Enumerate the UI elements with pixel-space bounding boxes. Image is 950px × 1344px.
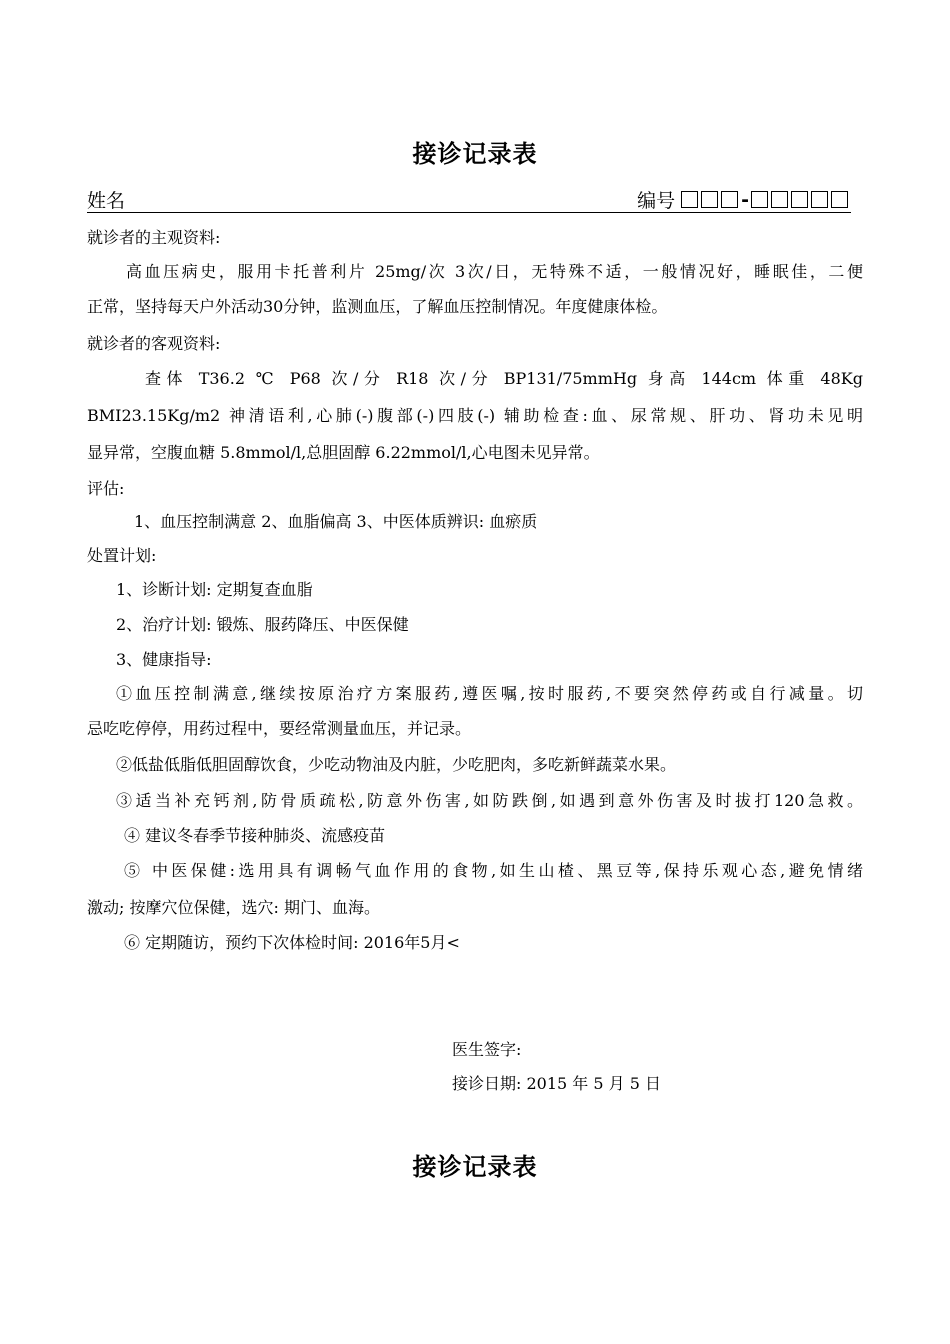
id-box xyxy=(771,191,788,208)
guidance-item: ⑤ 中医保健:选用具有调畅气血作用的食物,如生山楂、黑豆等,保持乐观心态,避免情绪 xyxy=(124,861,863,880)
id-box xyxy=(831,191,848,208)
plan-heading: 处置计划: xyxy=(87,546,157,565)
guidance-item: 忌吃吃停停，用药过程中，要经常测量血压，并记录。 xyxy=(87,719,472,738)
header-row xyxy=(87,186,851,213)
id-box xyxy=(701,191,718,208)
guidance-item: ②低盐低脂低胆固醇饮食，少吃动物油及内脏，少吃肥肉，多吃新鲜蔬菜水果。 xyxy=(116,755,677,774)
objective-line: 查体 T36.2 ℃ P68 次/分 R18 次/分 BP131/75mmHg 身高 144cm 体重 48Kg xyxy=(145,369,863,388)
objective-line: BMI23.15Kg/m2 神清语利,心肺(-)腹部(-)四肢(-) 辅助检查:血、尿常规、肝功、肾功未见明 xyxy=(87,406,863,425)
id-label: 编号 xyxy=(637,190,676,212)
visit-date: 接诊日期: 2015 年 5 月 5 日 xyxy=(452,1074,661,1093)
id-dash: - xyxy=(741,188,749,211)
plan-treatment: 2、治疗计划: 锻炼、服药降压、中医保健 xyxy=(116,615,409,634)
assessment-heading: 评估: xyxy=(87,479,125,498)
plan-diagnosis: 1、诊断计划: 定期复查血脂 xyxy=(116,580,313,599)
page-title: 接诊记录表 xyxy=(412,140,538,168)
assessment-line: 1、血压控制满意 2、血脂偏高 3、中医体质辨识: 血瘀质 xyxy=(134,512,538,531)
guidance-item: ③适当补充钙剂,防骨质疏松,防意外伤害,如防跌倒,如遇到意外伤害及时拔打120急救。 xyxy=(116,791,863,810)
name-label: 姓名 xyxy=(87,190,126,212)
page-title: 接诊记录表 xyxy=(412,1153,538,1181)
objective-line: 显异常，空腹血糖 5.8mmol/l,总胆固醇 6.22mmol/l,心电图未见异常。 xyxy=(87,443,600,462)
subjective-heading: 就诊者的主观资料: xyxy=(87,228,221,247)
id-field xyxy=(637,186,851,213)
id-box xyxy=(791,191,808,208)
doctor-signature-label: 医生签字: xyxy=(452,1040,522,1059)
guidance-item: 激动; 按摩穴位保健，选穴: 期门、血海。 xyxy=(87,898,380,917)
id-box xyxy=(721,191,738,208)
guidance-item: ⑥ 定期随访，预约下次体检时间: 2016年5月< xyxy=(124,933,460,952)
id-box xyxy=(751,191,768,208)
subjective-line: 高血压病史，服用卡托普利片 25mg/次 3次/日，无特殊不适，一般情况好，睡眠佳，二便 xyxy=(126,262,863,281)
guidance-item: ①血压控制满意,继续按原治疗方案服药,遵医嘱,按时服药,不要突然停药或自行减量。切 xyxy=(116,684,863,703)
objective-heading: 就诊者的客观资料: xyxy=(87,334,221,353)
subjective-line: 正常，坚持每天户外活动30分钟，监测血压，了解血压控制情况。年度健康体检。 xyxy=(87,297,668,316)
guidance-item: ④ 建议冬春季节接种肺炎、流感疫苗 xyxy=(124,826,386,845)
id-box xyxy=(811,191,828,208)
plan-guidance-heading: 3、健康指导: xyxy=(116,650,212,669)
id-box xyxy=(681,191,698,208)
